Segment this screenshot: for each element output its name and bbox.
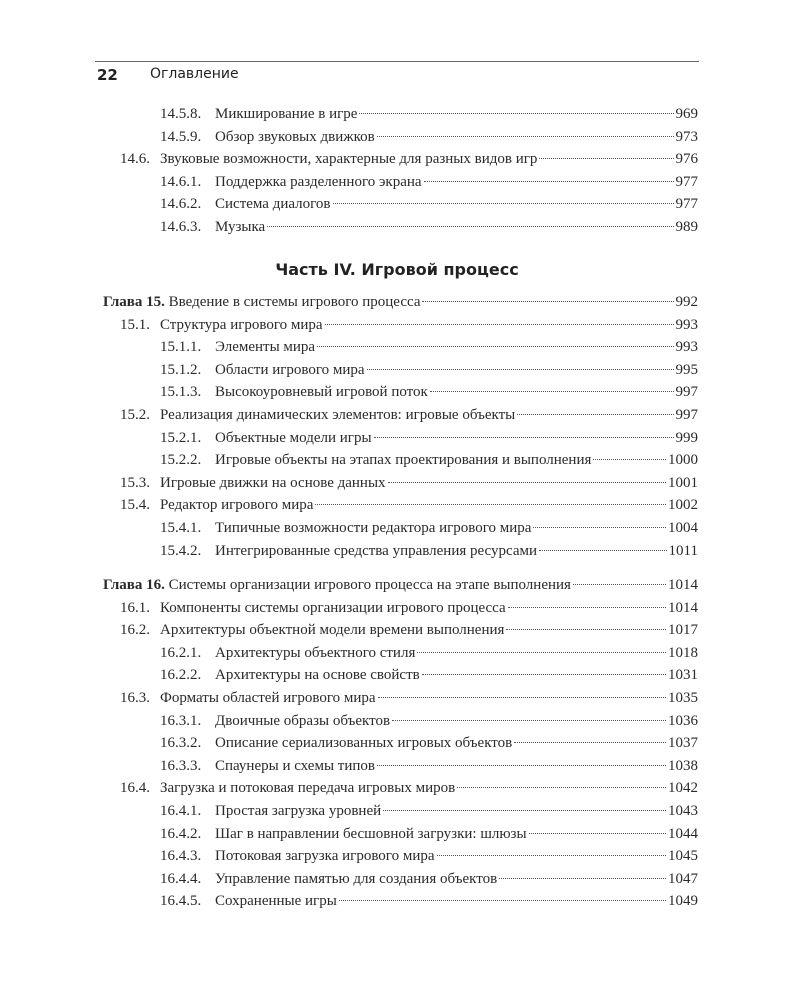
page-ref: 999: [675, 429, 698, 446]
dot-leader: [430, 391, 674, 392]
dot-leader: [529, 833, 666, 834]
toc-entry-title: Загрузка и потоковая передача игровых миров: [160, 780, 456, 797]
toc-block-chapter-15: [103, 291, 698, 562]
toc-entry-title: Спаунеры и схемы типов: [215, 757, 375, 774]
section-number: 16.3.2.: [160, 735, 202, 752]
page-ref: 1047: [668, 870, 698, 887]
dot-leader: [325, 324, 674, 325]
toc-entry[interactable]: [103, 642, 698, 665]
section-number: 14.6.1.: [160, 173, 202, 190]
toc-entry[interactable]: [103, 359, 698, 382]
toc-entry-title: Архитектуры объектной модели времени выполнения: [160, 622, 505, 639]
dot-leader: [514, 742, 666, 743]
toc-entry[interactable]: [103, 193, 698, 216]
dot-leader: [378, 697, 666, 698]
page-ref: 976: [675, 151, 698, 168]
dot-leader: [457, 787, 666, 788]
dot-leader: [392, 720, 666, 721]
toc-entry[interactable]: [103, 404, 698, 427]
page-ref: 1045: [668, 848, 698, 865]
running-header-title: Оглавление: [150, 66, 239, 82]
part-heading: Часть IV. Игровой процесс: [275, 260, 519, 279]
toc-entry[interactable]: [103, 800, 698, 823]
section-number: 15.4.: [120, 497, 150, 514]
section-number: 16.4.2.: [160, 825, 202, 842]
toc-entry[interactable]: [103, 845, 698, 868]
toc-entry-title: Управление памятью для создания объектов: [215, 870, 498, 887]
page-ref: 1037: [668, 735, 698, 752]
toc-entry[interactable]: [103, 664, 698, 687]
page-ref: 1014: [668, 599, 698, 616]
toc-entry[interactable]: [103, 472, 698, 495]
page-ref: 1044: [668, 825, 698, 842]
page-ref: 1004: [668, 519, 698, 536]
toc-entry-title: Интегрированные средства управления ресурсами: [215, 542, 538, 559]
toc-entry-title: Архитектуры на основе свойств: [215, 667, 420, 684]
toc-entry[interactable]: [103, 291, 698, 314]
page-ref: 992: [675, 294, 698, 310]
page-ref: 1011: [668, 542, 698, 559]
dot-leader: [573, 584, 666, 585]
page-ref: 1042: [668, 780, 698, 797]
section-number: 15.3.: [120, 474, 150, 491]
section-number: 16.3.3.: [160, 757, 202, 774]
toc-entry-title: Форматы областей игрового мира: [160, 689, 376, 706]
toc-entry[interactable]: [103, 494, 698, 517]
section-number: 16.4.5.: [160, 893, 202, 910]
page-ref: 1000: [668, 452, 698, 469]
toc-entry[interactable]: [103, 710, 698, 733]
page-ref: 1043: [668, 802, 698, 819]
toc-entry-title: Игровые объекты на этапах проектирования и выполнения: [215, 452, 592, 469]
toc-block-chapter-14: [103, 103, 698, 239]
chapter-title: Системы организации игрового процесса на этапе выполнения: [168, 577, 571, 593]
dot-leader: [506, 629, 666, 630]
page-ref: 969: [675, 106, 698, 122]
dot-leader: [508, 607, 666, 608]
page-ref: 1018: [668, 644, 698, 661]
section-number: 15.4.2.: [160, 542, 202, 559]
toc-entry[interactable]: [103, 732, 698, 755]
section-number: 14.6.2.: [160, 196, 202, 213]
toc-entry-title: Компоненты системы организации игрового процесса: [160, 599, 506, 616]
dot-leader: [539, 550, 667, 551]
page-ref: 1017: [668, 622, 698, 639]
section-number: 16.2.1.: [160, 644, 202, 661]
section-number: 16.2.: [120, 622, 150, 639]
page-ref: 1002: [668, 497, 698, 514]
page-ref: 1001: [668, 474, 698, 491]
section-number: 15.1.2.: [160, 361, 202, 378]
toc-entry-title: Звуковые возможности, характерные для разных видов игр: [160, 151, 538, 168]
toc-entry[interactable]: [103, 890, 698, 913]
toc-entry[interactable]: [103, 427, 698, 450]
toc-entry-title: Редактор игрового мира: [160, 497, 314, 514]
toc-entry[interactable]: [103, 216, 698, 239]
toc-entry-title: Система диалогов: [215, 196, 331, 213]
page-ref: 977: [675, 196, 698, 213]
section-number: 15.4.1.: [160, 519, 202, 536]
toc-entry[interactable]: [103, 148, 698, 171]
page-ref: 977: [675, 173, 698, 190]
toc-entry-title: Игровые движки на основе данных: [160, 474, 386, 491]
toc-entry-title: Высокоуровневый игровой поток: [215, 384, 428, 401]
dot-leader: [383, 810, 666, 811]
section-number: 16.4.4.: [160, 870, 202, 887]
dot-leader: [388, 482, 666, 483]
section-number: 15.2.: [120, 406, 150, 423]
section-number: 16.1.: [120, 599, 150, 616]
section-number: 16.3.: [120, 689, 150, 706]
toc-entry-title: Реализация динамических элементов: игровые объекты: [160, 406, 516, 423]
section-number: 15.2.1.: [160, 429, 202, 446]
toc-entry[interactable]: [103, 755, 698, 778]
dot-leader: [517, 414, 673, 415]
toc-entry[interactable]: [103, 540, 698, 563]
toc-entry[interactable]: [103, 126, 698, 149]
toc-entry[interactable]: [103, 619, 698, 642]
toc-entry[interactable]: [103, 517, 698, 540]
toc-entry-title: Поддержка разделенного экрана: [215, 173, 422, 190]
section-number: 14.6.3.: [160, 218, 202, 235]
dot-leader: [377, 765, 666, 766]
section-number: 14.5.8.: [160, 106, 202, 122]
page-ref: 993: [675, 316, 698, 333]
header-rule: [95, 61, 699, 62]
section-number: 16.3.1.: [160, 712, 202, 729]
toc-entry-title: Сохраненные игры: [215, 893, 337, 910]
toc-entry-title: Структура игрового мира: [160, 316, 323, 333]
toc-entry[interactable]: [103, 449, 698, 472]
toc-entry-title: Объектные модели игры: [215, 429, 372, 446]
page-ref: 1049: [668, 893, 698, 910]
dot-leader: [317, 346, 673, 347]
dot-leader: [333, 203, 674, 204]
toc-entry[interactable]: [103, 314, 698, 337]
page-ref: 995: [675, 361, 698, 378]
page-ref: 989: [675, 218, 698, 235]
dot-leader: [422, 301, 673, 302]
toc-block-chapter-16: [103, 574, 698, 913]
section-number: 14.6.: [120, 151, 150, 168]
toc-entry[interactable]: [103, 171, 698, 194]
page-ref: 973: [675, 128, 698, 145]
dot-leader: [533, 527, 666, 528]
dot-leader: [359, 113, 673, 114]
dot-leader: [437, 855, 666, 856]
toc-entry[interactable]: [103, 381, 698, 404]
toc-entry-title: Области игрового мира: [215, 361, 365, 378]
toc-entry-title: Двоичные образы объектов: [215, 712, 391, 729]
dot-leader: [339, 900, 666, 901]
dot-leader: [424, 181, 674, 182]
chapter-number: Глава 16.: [103, 577, 165, 593]
toc-entry-title: Потоковая загрузка игрового мира: [215, 848, 435, 865]
toc-entry[interactable]: [103, 103, 698, 126]
section-number: 15.1.3.: [160, 384, 202, 401]
toc-entry[interactable]: [103, 777, 698, 800]
chapter-title: Введение в системы игрового процесса: [168, 294, 421, 310]
section-number: 15.1.1.: [160, 339, 202, 356]
page-ref: 1014: [668, 577, 698, 593]
toc-entry-title: [103, 291, 420, 314]
page-ref: 1035: [668, 689, 698, 706]
toc-entry-title: Музыка: [215, 218, 266, 235]
toc-entry[interactable]: [103, 574, 698, 597]
page-ref: 1031: [668, 667, 698, 684]
dot-leader: [367, 369, 674, 370]
section-number: 14.5.9.: [160, 128, 202, 145]
section-number: 16.4.1.: [160, 802, 202, 819]
toc-entry-title: Простая загрузка уровней: [215, 802, 382, 819]
page-ref: 1038: [668, 757, 698, 774]
dot-leader: [417, 652, 666, 653]
section-number: 16.2.2.: [160, 667, 202, 684]
toc-entry-title: Элементы мира: [215, 339, 316, 356]
page-ref: 997: [675, 406, 698, 423]
page-ref: 997: [675, 384, 698, 401]
toc-entry[interactable]: [103, 868, 698, 891]
toc-entry-title: Описание сериализованных игровых объектов: [215, 735, 513, 752]
dot-leader: [315, 504, 666, 505]
toc-entry-title: Обзор звуковых движков: [215, 128, 375, 145]
section-number: 16.4.: [120, 780, 150, 797]
page-ref: 1036: [668, 712, 698, 729]
dot-leader: [539, 158, 673, 159]
dot-leader: [377, 136, 674, 137]
dot-leader: [593, 459, 666, 460]
dot-leader: [499, 878, 666, 879]
toc-entry[interactable]: [103, 687, 698, 710]
toc-entry-title: [103, 574, 571, 597]
page-number: 22: [97, 66, 118, 84]
toc-entry-title: Архитектуры объектного стиля: [215, 644, 416, 661]
toc-entry-title: Шаг в направлении бесшовной загрузки: шлюзы: [215, 825, 527, 842]
page-ref: 993: [675, 339, 698, 356]
dot-leader: [422, 674, 666, 675]
dot-leader: [267, 226, 673, 227]
section-number: 15.2.2.: [160, 452, 202, 469]
dot-leader: [374, 437, 674, 438]
chapter-number: Глава 15.: [103, 294, 165, 310]
section-number: 15.1.: [120, 316, 150, 333]
toc-entry[interactable]: [103, 597, 698, 620]
toc-entry-title: Микширование в игре: [215, 106, 358, 122]
section-number: 16.4.3.: [160, 848, 202, 865]
toc-entry-title: Типичные возможности редактора игрового мира: [215, 519, 532, 536]
toc-entry[interactable]: [103, 336, 698, 359]
toc-entry[interactable]: [103, 823, 698, 846]
